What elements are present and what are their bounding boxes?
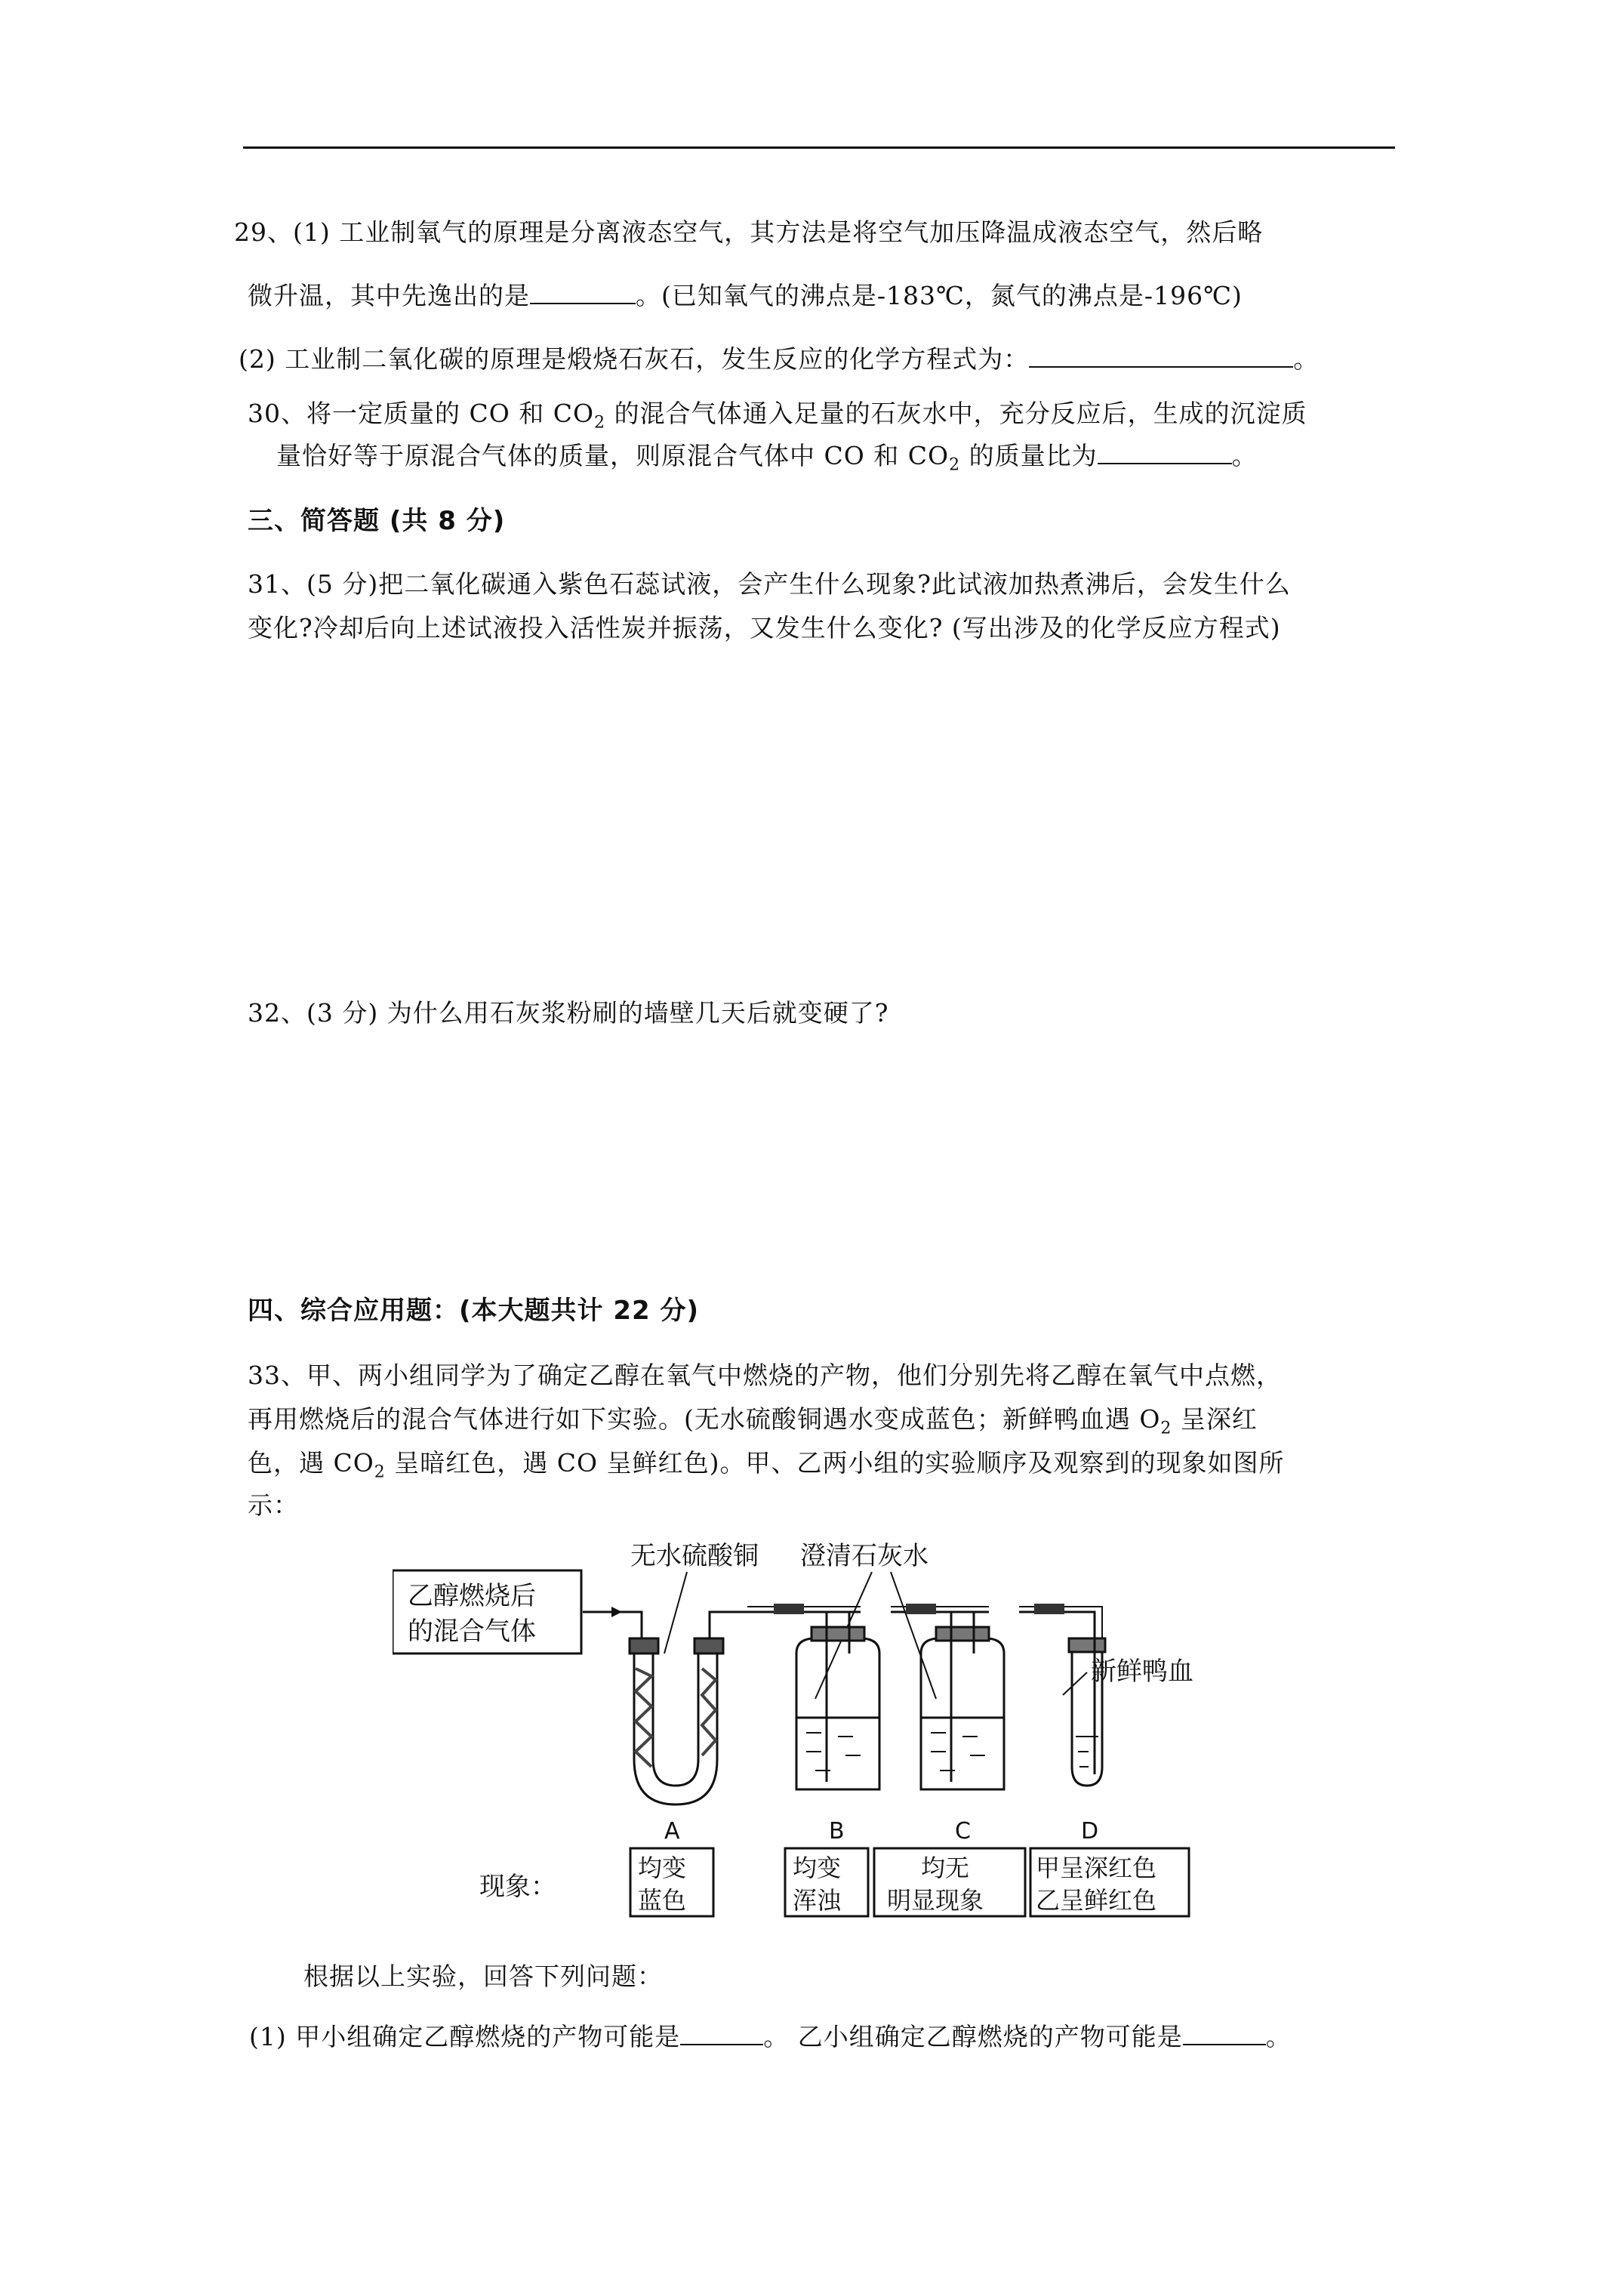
- q33-line3: [248, 1447, 1284, 1480]
- label-duck-blood: 新鲜鸭血: [1091, 1657, 1193, 1687]
- q33-sub1-text-a: (1) 甲小组确定乙醇燃烧的产物可能是: [249, 2022, 681, 2051]
- phenomenon-c-line2: 明显现象: [887, 1886, 984, 1915]
- letter-b: B: [829, 1818, 845, 1845]
- apparatus-diagram: [393, 1540, 1253, 1918]
- q29-answer-blank[interactable]: [530, 280, 636, 304]
- rubber-joint-2: [906, 1604, 936, 1614]
- q29-equation-blank[interactable]: [1029, 344, 1293, 368]
- phenomenon-a-line1: 均变: [638, 1854, 687, 1882]
- q33-line4: 示：: [248, 1490, 299, 1520]
- rubber-joint-3: [1034, 1604, 1064, 1614]
- pointer-blood: [1063, 1672, 1087, 1695]
- q30-line1-text-b: 的混合气体通入足量的石灰水中，充分反应后，生成的沉淀质: [605, 399, 1307, 428]
- q33-sub1: [249, 2020, 1292, 2054]
- q30-line2-text-b: 的质量比为: [960, 441, 1098, 470]
- q29-line2: [248, 279, 1243, 313]
- phenomenon-a-line2: 蓝色: [638, 1886, 687, 1915]
- phenomenon-b-line1: 均变: [793, 1854, 842, 1882]
- q29-line2-note: 。(已知氧气的沸点是-183℃，氮气的沸点是-196℃): [636, 281, 1243, 310]
- label-anhydrous-cuso4: 无水硫酸铜: [630, 1541, 759, 1571]
- pointer-limewater-c: [891, 1572, 936, 1699]
- q33-sub1-end: 。: [1265, 2022, 1292, 2051]
- rubber-joint-1: [774, 1604, 804, 1614]
- q33-line1: 33、甲、两小组同学为了确定乙醇在氧气中燃烧的产物，他们分别先将乙醇在氧气中点燃，: [248, 1361, 1282, 1390]
- bottle-b: [796, 1612, 879, 1789]
- phenomenon-c-line1: 均无: [921, 1854, 970, 1882]
- q30-line1-sub: 2: [594, 413, 606, 433]
- section3-title: 三、简答题 (共 8 分): [248, 506, 506, 536]
- q33-group-jia-blank[interactable]: [680, 2021, 763, 2045]
- q33-sub1-text-b: 。 乙小组确定乙醇燃烧的产物可能是: [763, 2022, 1183, 2051]
- letter-d: D: [1081, 1818, 1099, 1845]
- q31-line1: 31、(5 分)把二氧化碳通入紫色石蕊试液，会产生什么现象?此试液加热煮沸后，会发生什么: [248, 569, 1291, 599]
- q33-line3-sub: 2: [374, 1462, 386, 1482]
- q30-line2-end: 。: [1231, 441, 1258, 470]
- q32-line1: 32、(3 分) 为什么用石灰浆粉刷的墙壁几天后就变硬了?: [248, 998, 889, 1028]
- q29-line2-text: 微升温，其中先逸出的是: [248, 281, 530, 310]
- q29-line1: 29、(1) 工业制氧气的原理是分离液态空气，其方法是将空气加压降温成液态空气，然后略: [234, 217, 1264, 247]
- connecting-tubes: [747, 1612, 1095, 1638]
- q33-intro: 根据以上实验，回答下列问题：: [303, 1962, 663, 1991]
- u-tube-a: [619, 1612, 747, 1804]
- section4-title: 四、综合应用题：(本大题共计 22 分): [248, 1296, 700, 1326]
- source-box-line1: 乙醇燃烧后: [408, 1581, 536, 1611]
- q33-line2-text-b: 呈深红: [1172, 1404, 1258, 1434]
- q30-line2: [276, 439, 1258, 473]
- phenomenon-b-line2: 浑浊: [793, 1886, 842, 1915]
- q30-line2-sub: 2: [949, 455, 961, 475]
- q33-line3-text-b: 呈暗红色，遇 CO 呈鲜红色)。甲、乙两小组的实验顺序及观察到的现象如图所: [385, 1448, 1285, 1478]
- q33-group-yi-blank[interactable]: [1183, 2021, 1266, 2045]
- q30-line2-text-a: 量恰好等于原混合气体的质量，则原混合气体中 CO 和 CO: [276, 441, 950, 470]
- letter-a: A: [664, 1818, 680, 1845]
- test-tube-d: [1069, 1612, 1105, 1786]
- source-box-line2: 的混合气体: [408, 1616, 536, 1647]
- bottle-c: [921, 1612, 1004, 1789]
- q29-line3-end: 。: [1293, 344, 1320, 374]
- q29-line3: [239, 343, 1319, 376]
- phenomenon-d-line1: 甲呈深红色: [1036, 1854, 1157, 1882]
- experiment-figure: [393, 1540, 1253, 1918]
- q33-line2-text-a: 再用燃烧后的混合气体进行如下实验。(无水硫酸铜遇水变成蓝色；新鲜鸭血遇 O: [248, 1404, 1161, 1434]
- pointer-cuso4: [664, 1572, 687, 1653]
- q33-line2-sub: 2: [1160, 1419, 1172, 1438]
- q31-line2: 变化?冷却后向上述试液投入活性炭并振荡，又发生什么变化? (写出涉及的化学反应方程式): [248, 613, 1281, 643]
- q29-line3-text: (2) 工业制二氧化碳的原理是煅烧石灰石，发生反应的化学方程式为：: [239, 344, 1030, 374]
- q33-line3-text-a: 色，遇 CO: [248, 1448, 374, 1478]
- q30-line1: [248, 397, 1307, 433]
- phenomenon-d-line2: 乙呈鲜红色: [1036, 1886, 1157, 1915]
- header-rule: [243, 146, 1395, 149]
- q33-line2: [248, 1403, 1258, 1436]
- u-tube-a-granules: [636, 1669, 716, 1767]
- label-limewater: 澄清石灰水: [800, 1541, 929, 1571]
- q30-line1-text-a: 30、将一定质量的 CO 和 CO: [248, 399, 595, 428]
- q30-answer-blank[interactable]: [1098, 440, 1232, 464]
- letter-c: C: [955, 1818, 971, 1845]
- phenomenon-label: 现象：: [479, 1872, 556, 1902]
